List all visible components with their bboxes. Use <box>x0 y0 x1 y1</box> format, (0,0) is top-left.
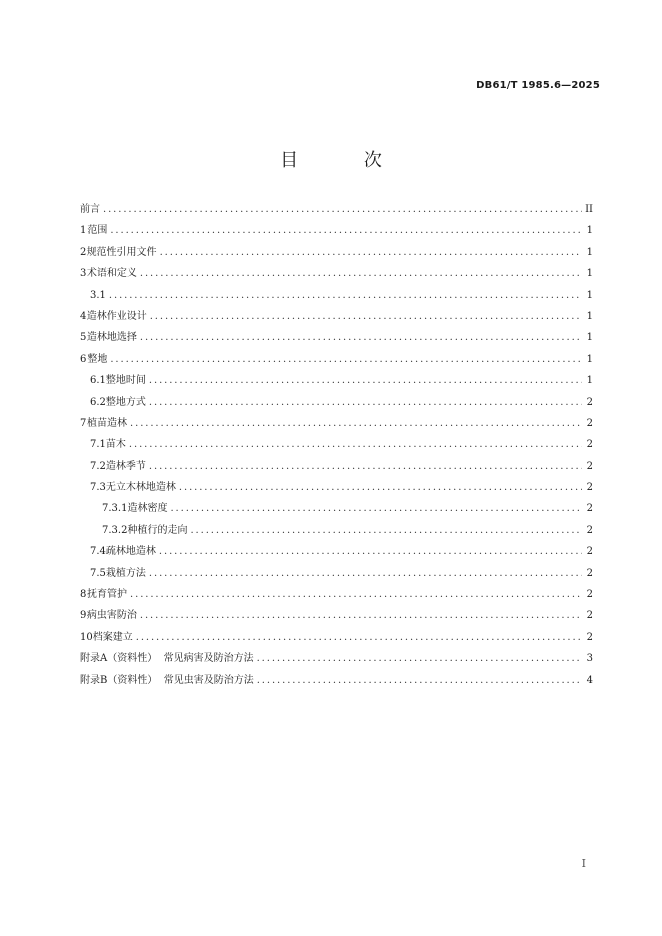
toc-leader-dots <box>110 220 582 241</box>
toc-entry-number: 9 <box>80 610 87 622</box>
toc-entry-number: 7.1 <box>90 439 106 451</box>
toc-entry-number: 2 <box>80 246 87 258</box>
toc-leader-dots <box>190 520 582 541</box>
toc-entry-page: 1 <box>586 332 593 344</box>
toc-entry-page: 1 <box>586 225 593 237</box>
toc-entry-label: （资料性） 常见虫害及防治方法 <box>107 674 254 686</box>
toc-entry[interactable] <box>80 627 593 648</box>
toc-leader-dots <box>110 349 582 370</box>
toc-entry-label: 造林地选择 <box>86 332 137 344</box>
toc-entry[interactable] <box>80 670 593 691</box>
toc-entry-label: 抚育管护 <box>87 589 128 601</box>
toc-entry-number: 7 <box>80 417 87 429</box>
toc-entry[interactable] <box>80 220 593 241</box>
toc-leader-dots <box>257 648 582 669</box>
page-title: 目 次 <box>280 150 412 171</box>
toc-entry-page: II <box>585 204 593 215</box>
toc-entry-label: 范围 <box>87 225 108 237</box>
toc-entry-number: 附录B <box>80 674 108 686</box>
toc-entry-page: 1 <box>586 246 593 258</box>
toc-entry-label: 疏林地造林 <box>105 546 156 558</box>
toc-leader-dots <box>159 541 582 562</box>
toc-entry-label: 档案建立 <box>92 631 133 643</box>
page-number: I <box>581 857 586 870</box>
toc-entry-page: 2 <box>586 546 593 558</box>
toc-entry-label: 造林密度 <box>127 503 168 515</box>
toc-entry-page: 4 <box>586 674 593 686</box>
toc-entry-page: 1 <box>586 289 593 301</box>
toc-entry[interactable] <box>80 563 593 584</box>
toc-entry[interactable] <box>80 584 593 605</box>
toc-entry-label: 前言 <box>80 204 100 215</box>
toc-entry-number: 7.3 <box>90 482 106 494</box>
toc-entry[interactable] <box>80 370 593 391</box>
table-of-contents <box>80 199 593 691</box>
toc-entry-number: 6 <box>80 353 87 365</box>
toc-entry-page: 2 <box>586 524 593 536</box>
toc-entry-label: 病虫害防治 <box>86 610 137 622</box>
toc-entry-number: 4 <box>80 310 87 322</box>
toc-entry-label: 整地方式 <box>105 396 146 408</box>
toc-leader-dots <box>149 392 582 413</box>
toc-entry[interactable] <box>80 306 593 327</box>
toc-entry-page: 2 <box>586 439 593 451</box>
toc-leader-dots <box>150 306 582 327</box>
toc-entry-label: 整地 <box>87 353 108 365</box>
toc-entry[interactable] <box>80 541 593 562</box>
toc-entry-label: 造林季节 <box>105 460 146 472</box>
toc-entry-number: 7.3.1 <box>102 503 128 515</box>
toc-entry[interactable] <box>80 263 593 284</box>
toc-entry-number: 3 <box>80 268 87 280</box>
toc-leader-dots <box>129 434 582 455</box>
toc-entry-number: 6.2 <box>90 396 106 408</box>
toc-entry-page: 2 <box>586 460 593 472</box>
toc-entry-page: 2 <box>586 610 593 622</box>
toc-entry-number: 1 <box>80 225 87 237</box>
toc-leader-dots <box>136 627 582 648</box>
toc-entry-page: 2 <box>586 503 593 515</box>
toc-entry[interactable] <box>80 327 593 348</box>
toc-entry-number: 6.1 <box>90 375 106 387</box>
toc-entry-page: 2 <box>586 396 593 408</box>
toc-leader-dots <box>140 605 582 626</box>
toc-leader-dots <box>257 670 582 691</box>
toc-entry-label: 植苗造林 <box>87 417 128 429</box>
toc-entry-label: 造林作业设计 <box>86 310 147 322</box>
toc-entry[interactable] <box>80 456 593 477</box>
toc-leader-dots <box>149 563 582 584</box>
toc-entry-page: 1 <box>586 310 593 322</box>
toc-entry-label: 规范性引用文件 <box>86 246 157 258</box>
toc-entry-label: 栽植方法 <box>105 567 146 579</box>
toc-leader-dots <box>140 263 582 284</box>
toc-entry[interactable] <box>80 285 593 306</box>
toc-leader-dots <box>109 285 582 306</box>
toc-entry-label: 术语和定义 <box>86 268 137 280</box>
toc-entry-label: （资料性） 常见病害及防治方法 <box>107 653 254 665</box>
toc-entry[interactable] <box>80 349 593 370</box>
toc-leader-dots <box>140 327 582 348</box>
toc-entry-page: 2 <box>586 589 593 601</box>
toc-leader-dots <box>170 498 582 519</box>
toc-entry-page: 1 <box>586 375 593 387</box>
toc-entry-page: 2 <box>586 567 593 579</box>
toc-leader-dots <box>160 242 582 263</box>
toc-entry-page: 2 <box>586 417 593 429</box>
toc-entry[interactable] <box>80 434 593 455</box>
toc-entry-page: 2 <box>586 631 593 643</box>
toc-entry-label: 无立木林地造林 <box>105 482 176 494</box>
toc-leader-dots <box>179 477 582 498</box>
toc-entry-page: 3 <box>586 653 593 665</box>
toc-entry[interactable] <box>80 413 593 434</box>
toc-entry-page: 1 <box>586 268 593 280</box>
toc-entry-number: 7.2 <box>90 460 106 472</box>
toc-entry[interactable] <box>80 242 593 263</box>
toc-entry[interactable] <box>80 199 593 220</box>
toc-entry[interactable] <box>80 605 593 626</box>
toc-entry-number: 7.4 <box>90 546 106 558</box>
toc-entry-label: 苗木 <box>105 439 126 451</box>
toc-entry-page: 1 <box>586 353 593 365</box>
toc-entry[interactable] <box>80 648 593 669</box>
toc-entry-number: 附录A <box>80 653 108 665</box>
toc-entry[interactable] <box>80 498 593 519</box>
toc-entry-number: 7.5 <box>90 567 106 579</box>
toc-leader-dots <box>103 199 582 220</box>
toc-entry-label: 种植行的走向 <box>127 524 188 536</box>
toc-leader-dots <box>130 413 582 434</box>
toc-leader-dots <box>149 456 582 477</box>
toc-leader-dots <box>149 370 582 391</box>
toc-entry-number: 8 <box>80 589 87 601</box>
toc-leader-dots <box>130 584 582 605</box>
toc-entry-number: 5 <box>80 332 87 344</box>
toc-entry-number: 10 <box>80 631 93 643</box>
toc-entry-page: 2 <box>586 482 593 494</box>
toc-entry[interactable] <box>80 477 593 498</box>
standard-code: DB61/T 1985.6—2025 <box>476 80 600 91</box>
toc-entry[interactable] <box>80 392 593 413</box>
toc-entry-number: 7.3.2 <box>102 524 128 536</box>
toc-entry[interactable] <box>80 520 593 541</box>
toc-entry-number: 3.1 <box>90 289 106 301</box>
toc-entry-label: 整地时间 <box>105 375 146 387</box>
